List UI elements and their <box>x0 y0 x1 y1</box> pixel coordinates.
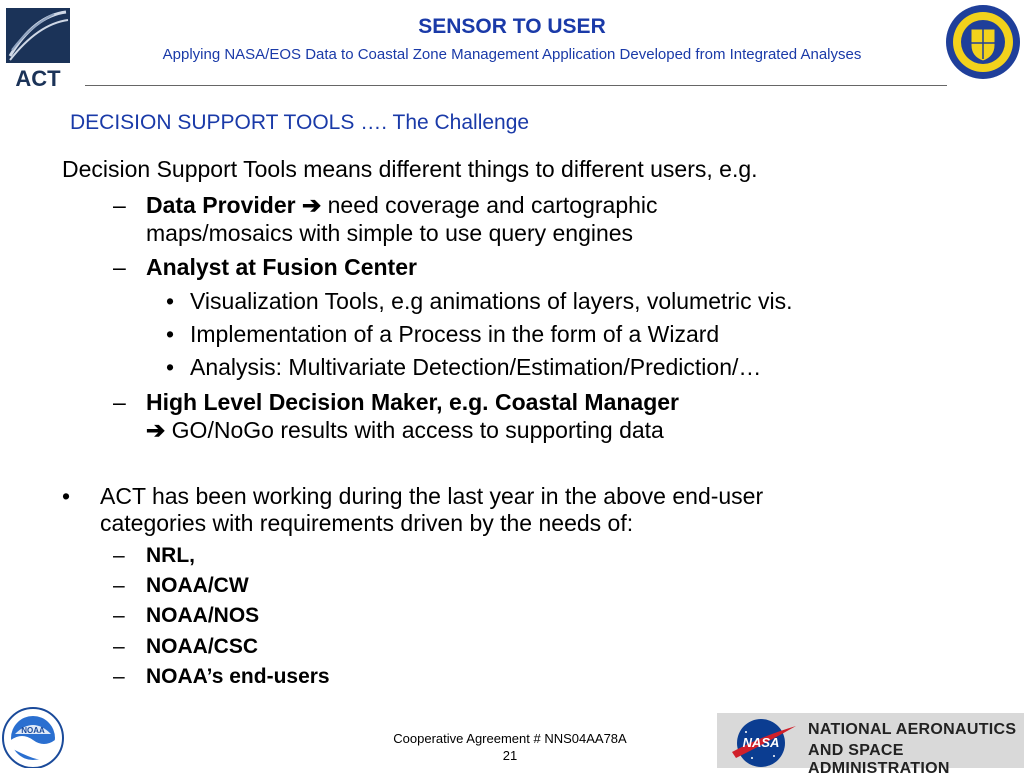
dot-bullet: • <box>62 483 71 509</box>
page-number: 21 <box>502 748 518 763</box>
nrl-seal-logo <box>944 3 1022 81</box>
noaa-logo-text: NOAA <box>21 726 45 735</box>
right-arrow-icon: ➔ <box>301 192 322 218</box>
header-divider <box>85 85 947 86</box>
data-provider-text-1: need coverage and cartographic <box>321 192 658 218</box>
dash-bullet: – <box>113 574 125 597</box>
noaa-logo <box>0 704 66 768</box>
dot-bullet: • <box>166 321 175 347</box>
decision-maker-item <box>146 418 664 443</box>
nasa-meatball-logo <box>728 714 798 768</box>
need-item: NOAA’s end-users <box>146 665 330 688</box>
dash-bullet: – <box>113 635 125 658</box>
section-heading: DECISION SUPPORT TOOLS …. The Challenge <box>70 111 530 134</box>
data-provider-item <box>146 193 658 218</box>
analyst-label: Analyst at Fusion Center <box>146 254 417 280</box>
act-logo-text: ACT <box>15 66 61 90</box>
analyst-item: Implementation of a Process in the form of a Wizard <box>190 321 720 347</box>
dot-bullet: • <box>166 288 175 314</box>
data-provider-text-2: maps/mosaics with simple to use query engines <box>146 220 634 246</box>
dash-bullet: – <box>113 665 125 688</box>
dash-bullet: – <box>113 254 126 280</box>
header-subtitle: Applying NASA/EOS Data to Coastal Zone Management Application Developed from Integrated Analyses <box>162 46 862 63</box>
right-arrow-icon: ➔ <box>146 417 166 443</box>
need-item: NOAA/CSC <box>146 635 259 658</box>
analyst-item: Visualization Tools, e.g animations of layers, volumetric vis. <box>190 288 793 314</box>
dash-bullet: – <box>113 192 126 218</box>
decision-maker-label: High Level Decision Maker, e.g. Coastal Manager <box>146 389 680 415</box>
intro-text: Decision Support Tools means different things to different users, e.g. <box>62 156 758 182</box>
need-item: NOAA/NOS <box>146 604 260 627</box>
nasa-logo-text: NASA <box>742 735 780 750</box>
data-provider-label: Data Provider <box>146 192 296 218</box>
nasa-name-line-2: AND SPACE ADMINISTRATION <box>808 742 950 777</box>
nasa-name-line-1: NATIONAL AERONAUTICS <box>808 721 1017 738</box>
dash-bullet: – <box>113 604 125 627</box>
need-item: NOAA/CW <box>146 574 249 597</box>
decision-maker-text: GO/NoGo results with access to supporting data <box>165 417 664 443</box>
dash-bullet: – <box>113 389 126 415</box>
header-title: SENSOR TO USER <box>418 15 606 38</box>
act-work-line-1: ACT has been working during the last year in the above end-user <box>100 483 764 509</box>
dash-bullet: – <box>113 544 125 567</box>
dot-bullet: • <box>166 354 175 380</box>
analyst-item: Analysis: Multivariate Detection/Estimation/Prediction/… <box>190 354 762 380</box>
need-item: NRL, <box>146 544 195 567</box>
act-work-line-2: categories with requirements driven by the needs of: <box>100 510 634 536</box>
footer-agreement: Cooperative Agreement # NNS04AA78A <box>393 731 627 746</box>
